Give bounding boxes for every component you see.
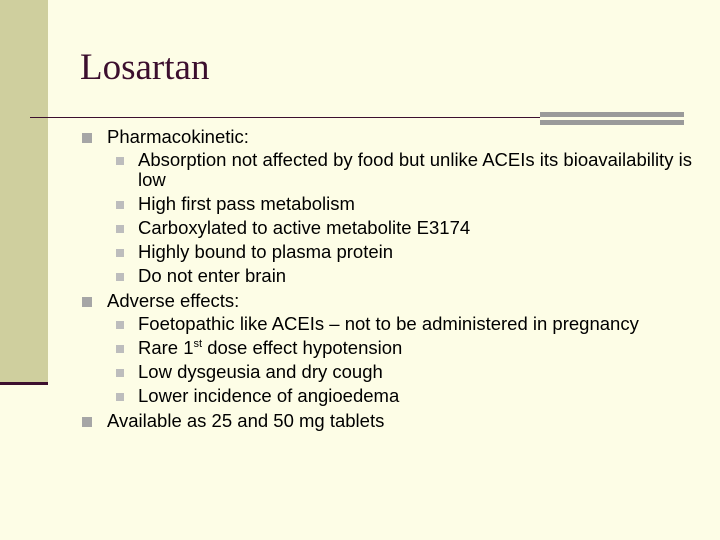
sub-item-text: High first pass metabolism	[138, 193, 355, 214]
square-bullet-icon	[116, 321, 124, 329]
section-pharmacokinetic	[82, 126, 692, 286]
square-bullet-icon	[82, 417, 92, 427]
slide-title: Losartan	[80, 47, 210, 88]
item-text: Available as 25 and 50 mg tablets	[107, 410, 385, 431]
section-adverse-effects	[82, 290, 692, 406]
sub-bullet-item	[82, 242, 692, 262]
square-bullet-icon	[82, 133, 92, 143]
sub-item-text: Absorption not affected by food but unlike ACEIs its bioavailability is low	[138, 149, 692, 190]
square-bullet-icon	[116, 225, 124, 233]
sub-bullet-item	[82, 362, 692, 382]
sidebar-accent-line	[0, 382, 48, 385]
sub-bullet-item	[82, 338, 692, 358]
title-rule	[30, 117, 540, 118]
sub-item-text: Low dysgeusia and dry cough	[138, 361, 383, 382]
sub-item-text: Do not enter brain	[138, 265, 287, 286]
square-bullet-icon	[116, 345, 124, 353]
bullet-item	[82, 126, 692, 148]
sub-item-text-rare-dose: Rare 1st dose effect hypotension	[138, 337, 403, 358]
sub-bullet-item	[82, 314, 692, 334]
section-label: Adverse effects:	[107, 290, 240, 311]
sub-item-text: Highly bound to plasma protein	[138, 241, 394, 262]
square-bullet-icon	[116, 249, 124, 257]
sub-item-text: Carboxylated to active metabolite E3174	[138, 217, 471, 238]
sub-bullet-item	[82, 218, 692, 238]
square-bullet-icon	[116, 369, 124, 377]
sub-item-text: Foetopathic like ACEIs – not to be administered in pregnancy	[138, 313, 639, 334]
square-bullet-icon	[116, 157, 124, 165]
sub-item-text: Lower incidence of angioedema	[138, 385, 400, 406]
sidebar-decoration	[0, 0, 48, 384]
title-rule-block	[540, 112, 684, 125]
sub-bullet-item	[82, 194, 692, 214]
sub-bullet-item	[82, 266, 692, 286]
square-bullet-icon	[82, 297, 92, 307]
bullet-item	[82, 290, 692, 312]
square-bullet-icon	[116, 201, 124, 209]
bullet-item	[82, 410, 692, 432]
sub-bullet-item	[82, 150, 692, 190]
square-bullet-icon	[116, 273, 124, 281]
sub-bullet-item	[82, 386, 692, 406]
square-bullet-icon	[116, 393, 124, 401]
section-label: Pharmacokinetic:	[107, 126, 249, 147]
slide-content	[82, 126, 692, 434]
